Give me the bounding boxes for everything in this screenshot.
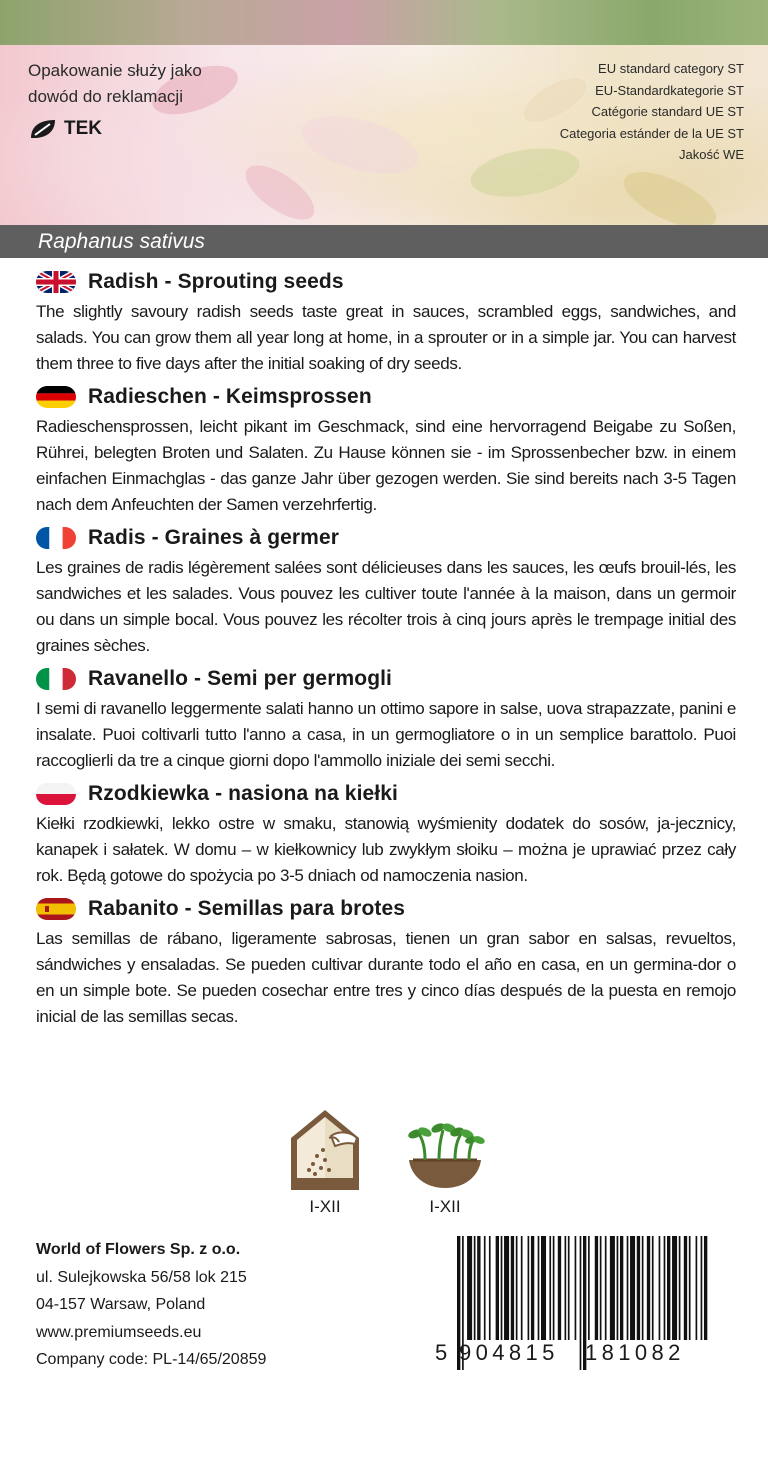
barcode-bar	[704, 1236, 707, 1340]
sprout-shape	[296, 105, 425, 184]
company-info	[36, 1236, 266, 1374]
section-header	[36, 778, 736, 810]
section-italian	[36, 663, 736, 774]
section-header	[36, 381, 736, 413]
barcode-bar	[684, 1236, 687, 1340]
barcode-bar	[501, 1236, 503, 1340]
hero-photo	[0, 0, 768, 225]
poland-flag-icon	[36, 783, 76, 805]
section-title: Rzodkiewka - nasiona na kiełki	[88, 782, 398, 805]
section-header	[36, 663, 736, 695]
growing-calendar	[0, 1108, 768, 1223]
company-code: Company code: PL-14/65/20859	[36, 1351, 267, 1368]
company-website[interactable]: www.premiumseeds.eu	[36, 1323, 202, 1341]
barcode-bar	[553, 1236, 555, 1340]
section-header	[36, 266, 736, 298]
harvest-info	[400, 1108, 490, 1217]
section-body: Radieschensprossen, leicht pikant im Geschmack, sind eine hervorragend Beigabe zu Soßen, Rühreі, belegten Broten und Salaten. Zu Hause können sie - im Sprossenbecher bzw. in einem einfachen Einmachglas - das ganze Jahr über gezogen werden. Sie sind bereits nach 3-5 Tagen nach dem Anfeuchten der Samen verzehrfertig.	[36, 417, 736, 514]
barcode-bar	[496, 1236, 499, 1340]
section-body: The slightly savoury radish seeds taste great in sauces, scrambled eggs, sandwiches, and salads. You can grow them all year long at home, in a sprouter or in a simple jar. You can harvest them three to five days after the initial soaking of dry seeds.	[36, 302, 736, 373]
tek-logo-text: TEK	[64, 118, 102, 139]
complaint-notice	[28, 58, 202, 110]
section-header	[36, 522, 736, 554]
uk-flag-icon	[36, 271, 76, 293]
barcode-bar	[627, 1236, 629, 1340]
section-title: Ravanello - Semi per germogli	[88, 667, 392, 690]
harvest-months: I-XII	[429, 1197, 461, 1216]
barcode-left-group: 904815	[459, 1340, 559, 1365]
barcode-bar	[467, 1236, 472, 1340]
leaf-icon	[28, 118, 58, 140]
section-title: Radis - Graines à germer	[88, 526, 340, 549]
barcode-bar	[600, 1236, 602, 1340]
barcode-bar	[664, 1236, 666, 1340]
barcode-bar	[659, 1236, 661, 1340]
description-sections	[36, 266, 736, 1034]
barcode-bar	[679, 1236, 681, 1340]
barcode-right-group: 181082	[585, 1340, 685, 1365]
barcode-bar	[477, 1236, 480, 1340]
spain-flag-icon	[36, 898, 76, 920]
latin-name: Raphanus sativus	[38, 230, 205, 253]
barcode-bar	[549, 1236, 551, 1340]
barcode-bar	[620, 1236, 623, 1340]
barcode-bar	[610, 1236, 615, 1340]
barcode-bar	[521, 1236, 523, 1340]
company-city: 04-157 Warsaw, Poland	[36, 1296, 206, 1313]
barcode-bar	[605, 1236, 607, 1340]
eu-category-item: EU-Standardkategorie ST	[595, 82, 744, 98]
barcode-bar	[558, 1236, 561, 1340]
barcode-bar	[511, 1236, 514, 1340]
latin-name-bar	[0, 225, 768, 258]
section-german	[36, 381, 736, 518]
barcode-bar	[588, 1236, 590, 1340]
barcode-bar	[637, 1236, 640, 1340]
section-header	[36, 893, 736, 925]
france-flag-icon	[36, 527, 76, 549]
sprout-shape	[616, 161, 724, 225]
barcode-bar	[642, 1236, 644, 1340]
barcode-bar	[617, 1236, 619, 1340]
barcode-bar	[504, 1236, 509, 1340]
section-english	[36, 266, 736, 377]
eu-category-item: EU standard category ST	[598, 61, 744, 76]
barcode-bar	[580, 1236, 582, 1370]
hero-photo-top-strip	[0, 0, 768, 45]
barcode-bar	[647, 1236, 650, 1340]
italy-flag-icon	[36, 668, 76, 690]
tek-logo	[28, 118, 102, 140]
section-title: Radieschen - Keimsprossen	[88, 385, 372, 408]
eu-category-item: Catégorie standard UE ST	[591, 104, 744, 119]
complaint-notice-line: Opakowanie służy jako	[28, 61, 202, 80]
barcode-bar	[538, 1236, 540, 1340]
barcode-bar	[531, 1236, 534, 1340]
barcode-bar	[568, 1236, 570, 1340]
barcode-bar	[595, 1236, 598, 1340]
section-title: Radish - Sprouting seeds	[88, 270, 344, 293]
section-french	[36, 522, 736, 659]
sprout-shape	[237, 155, 323, 225]
barcode-bar	[696, 1236, 698, 1340]
barcode-bar	[652, 1236, 654, 1340]
eu-category-item: Jakość WE	[678, 147, 744, 162]
barcode-bar	[565, 1236, 567, 1340]
complaint-notice-line: dowód do reklamacji	[28, 87, 183, 106]
barcode-bar	[516, 1236, 518, 1340]
section-body: Les graines de radis légèrement salées sont délicieuses dans les sauces, les œufs brouil-lés, les sandwiches et les salades. Vous pouvez les cultiver toute l'année à la maison, dans un germoir ou dans un simple bocal. Vous pouvez les récolter trois à cinq jours après le trempage initial des graines sèches.	[36, 558, 736, 655]
barcode-bar	[630, 1236, 635, 1340]
sowing-indoors-icon	[285, 1108, 365, 1190]
barcode-bar	[474, 1236, 476, 1340]
barcode-bar	[672, 1236, 677, 1340]
eu-category-item: Categoria estánder de la UE ST	[559, 125, 744, 141]
eu-category-list	[560, 58, 744, 166]
barcode-bar	[701, 1236, 703, 1340]
sprouts-bowl-icon	[405, 1108, 485, 1190]
barcode-bar	[667, 1236, 670, 1340]
barcode-bar	[484, 1236, 486, 1340]
sowing-info	[280, 1108, 370, 1217]
company-name: World of Flowers Sp. z o.o.	[36, 1241, 241, 1258]
barcode-bar	[689, 1236, 691, 1340]
barcode-bar	[575, 1236, 577, 1340]
barcode-bar	[489, 1236, 491, 1340]
sowing-months: I-XII	[309, 1197, 341, 1216]
section-spanish	[36, 893, 736, 1030]
section-body: Las semillas de rábano, ligeramente sabrosas, tienen un gran sabor en salsas, revueltos, sándwiches y ensaladas. Se pueden cultivar durante todo el año en casa, en un germina-dor o en un simple bote. Se pueden cosechar entre tres y cinco días después de la puesta en remojo inicial de las semillas secas.	[36, 929, 736, 1026]
barcode-bar	[541, 1236, 546, 1340]
barcode-first-digit: 5	[435, 1340, 448, 1365]
section-polish	[36, 778, 736, 889]
company-street: ul. Sulejkowska 56/58 lok 215	[36, 1268, 247, 1286]
section-body: Kiełki rzodkiewki, lekko ostre w smaku, stanowią wyśmienity dodatek do sosów, ja-jecznicy, kanapek i sałatek. W domu – w kiełkownicy lub zwykłym słoiku – można je uprawiać przez cały rok. Będą gotowe do spożycia po 3-5 dniach od namoczenia nasion.	[36, 814, 736, 885]
barcode-bar	[528, 1236, 530, 1340]
section-title: Rabanito - Semillas para brotes	[88, 897, 406, 920]
section-body: I semi di ravanello leggermente salati hanno un ottimo sapore in salse, uova strapazzate, panini e insalate. Puoi coltivarli tutto l'anno a casa, in un germogliatore o in un semplice barattolo. Puoi raccoglierli da tre a cinque giorni dopo l'ammollo iniziale dei semi secchi.	[36, 699, 736, 770]
germany-flag-icon	[36, 386, 76, 408]
